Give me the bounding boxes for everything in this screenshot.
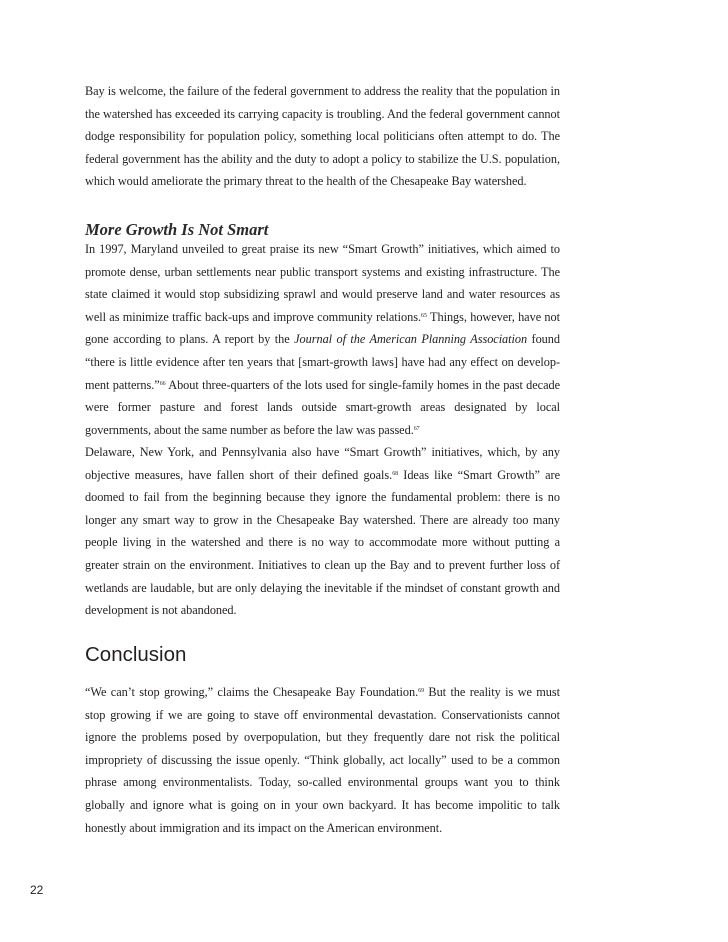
- smart-growth-paragraph: [85, 238, 560, 441]
- page-number: 22: [30, 883, 44, 897]
- footnote-marker: 69: [418, 688, 425, 694]
- conclusion-section: [85, 642, 560, 668]
- footnote-marker: 66: [159, 380, 166, 387]
- footnote-marker: 68: [392, 470, 399, 477]
- paragraph-text: Things, however, have not gone according to plans. A report by the: [85, 309, 560, 347]
- paragraph-text: In 1997, Maryland unveiled to great praise its new “Smart Growth” initiatives, which aimed to promote dense, urban settlements near public transport systems and existing infrastructure. The state claimed it would stop subsidizing sprawl and would preserve land and water resources as well as minimize traffic back-ups and improve community relations.: [85, 242, 560, 324]
- paragraph-text: But the reality is we must stop growing if we are going to stave off environmental devastation. Conservationists cannot ignore the problems posed by overpopulation, but they frequently dare not risk the political impropriety of discussing the issue openly. “Think globally, act locally” used to be a common phrase among environmentalists. Today, so-called environmental groups want you to think globally and ignore what is going on in your own backyard. It has become impolitic to talk honestly about immigration and its impact on the American environment.: [85, 685, 561, 835]
- intro-block: [85, 80, 560, 193]
- footnote-marker: 65: [421, 312, 427, 319]
- section-subheading: More Growth Is Not Smart: [85, 220, 269, 239]
- journal-title: Journal of the American Planning Association: [294, 332, 528, 347]
- smart-growth-body: [85, 238, 560, 441]
- footnote-marker: 67: [413, 425, 420, 432]
- conclusion-title: Conclusion: [85, 643, 187, 666]
- paragraph-text: found “there is little evidence after ten years that [smart-growth laws] have had any effect on develop-ment patterns.”: [85, 332, 560, 392]
- paragraph-text: Ideas like “Smart Growth” are doomed to fail from the beginning because they ignore the fundamental problem: there is no longer any smart way to grow in the Chesapeake Bay watershed. There are already too many people living in the watershed and there is no way to accommodate more without putting a greater strain on the environment. Initiatives to clean up the Bay and to prevent further loss of wetlands are laudable, but are only delaying the inevitable if the mindset of constant growth and development is not abandoned.: [85, 467, 561, 618]
- paragraph-text: Delaware, New York, and Pennsylvania also have “Smart Growth” initiatives, which, by any objective measures, have fallen short of their defined goals.: [85, 445, 560, 482]
- conclusion-paragraph: [85, 681, 560, 839]
- conclusion-body: [85, 681, 560, 839]
- states-paragraph: [85, 441, 560, 622]
- intro-paragraph: Bay is welcome, the failure of the federal government to address the reality that the population in the watershed has exceeded its carrying capacity is troubling. And the federal government cannot dodge responsibility for population policy, something local politicians often attempt to do. The federal government has the ability and the duty to adopt a policy to stabilize the U.S. population, which would ameliorate the primary threat to the health of the Chesapeake Bay watershed.: [85, 84, 560, 189]
- paragraph-text: About three-quarters of the lots used for single-family homes in the past decade were former pasture and forest lands outside smart-growth areas designated by local governments, about the same number as before the law was passed.: [85, 377, 560, 437]
- paragraph-text: “We can’t stop growing,” claims the Chesapeake Bay Foundation.: [85, 685, 419, 699]
- states-block: [85, 441, 560, 622]
